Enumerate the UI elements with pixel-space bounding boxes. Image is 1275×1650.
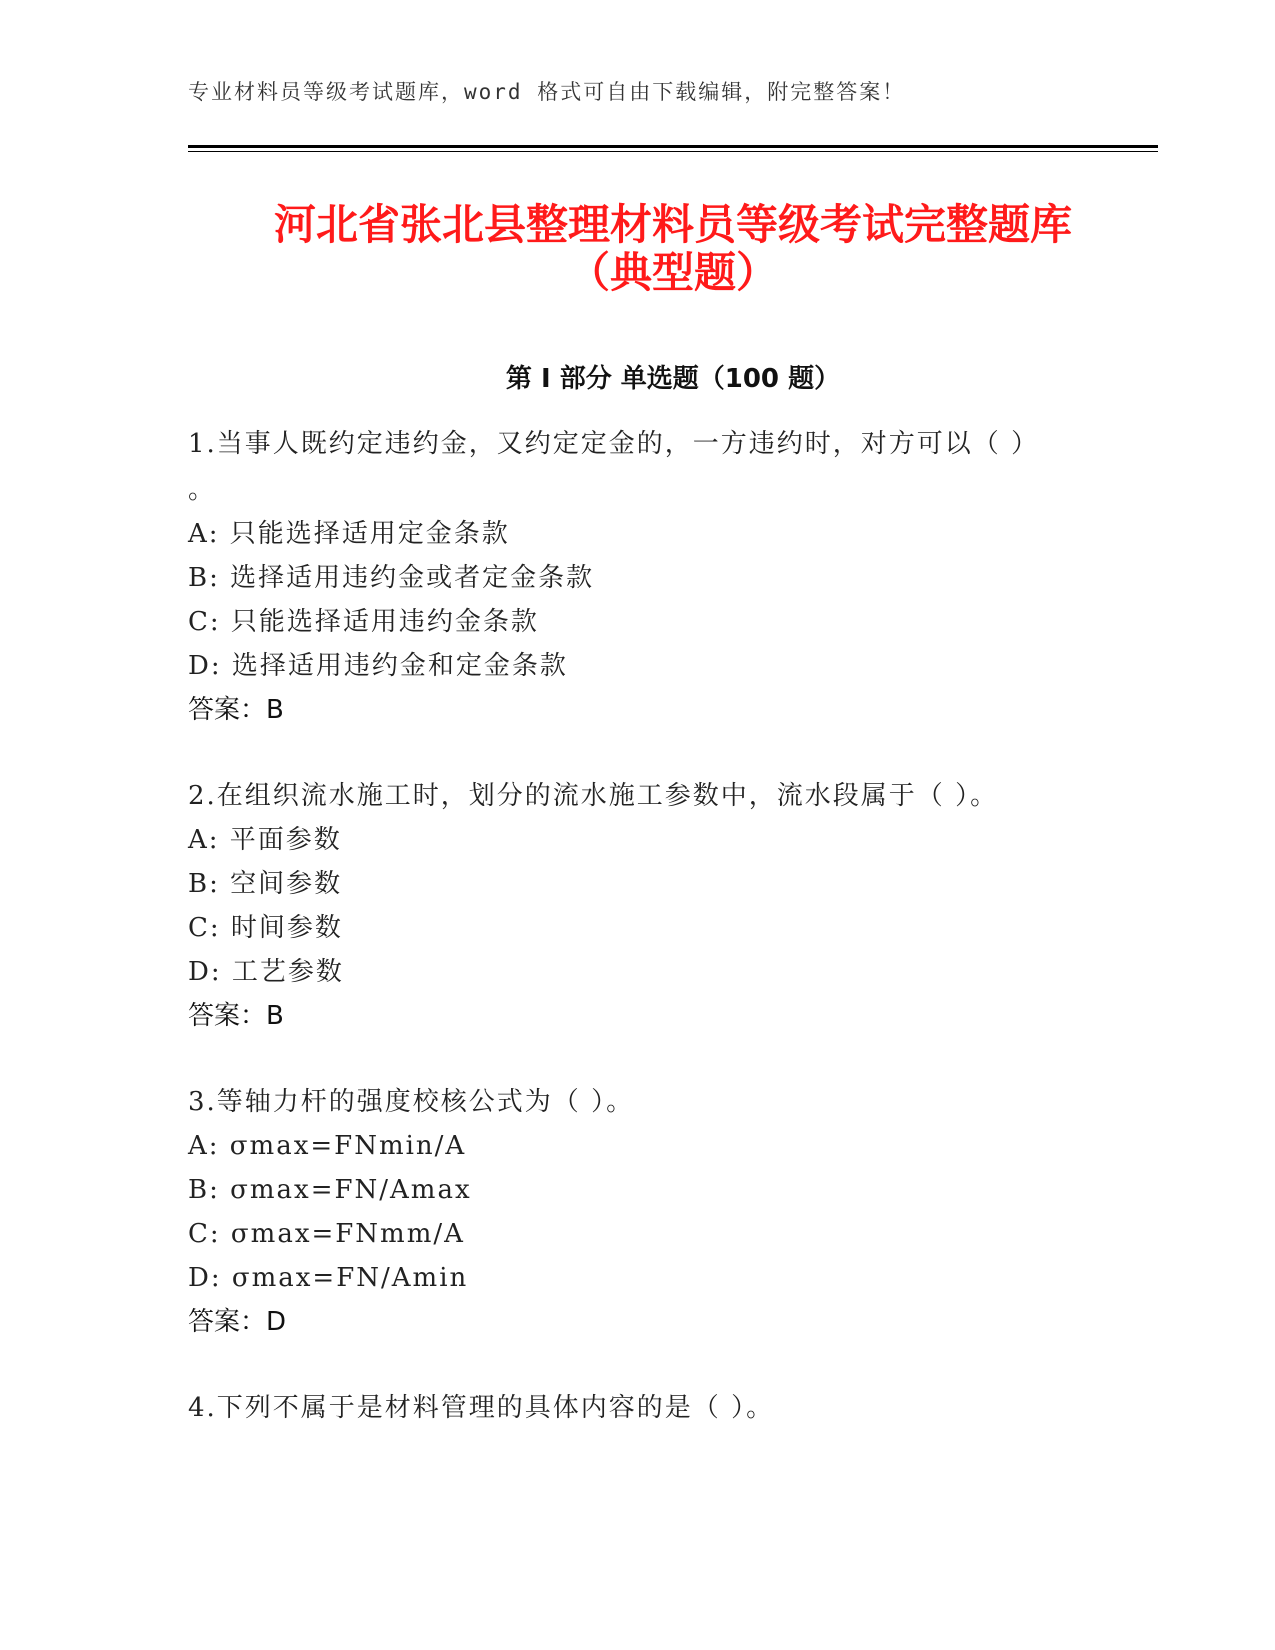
question-2-answer: 答案：B [188, 1001, 284, 1031]
question-3-option-c: C: σmax=FNmm/A [188, 1219, 465, 1249]
question-1-stem: 1.当事人既约定违约金，又约定定金的，一方违约时，对方可以（ ） [188, 429, 1040, 459]
question-1-stem-continuation: 。 [188, 475, 217, 505]
question-3-option-d: D: σmax=FN/Amin [188, 1263, 469, 1293]
question-1-option-c: C: 只能选择适用违约金条款 [188, 607, 539, 637]
header-rule-thin [188, 151, 1158, 152]
question-1-option-b: B: 选择适用违约金或者定金条款 [188, 563, 595, 593]
question-3-option-b: B: σmax=FN/Amax [188, 1175, 472, 1205]
document-title-line1: 河北省张北县整理材料员等级考试完整题库 [273, 200, 1072, 249]
header-rule-thick [188, 145, 1158, 148]
question-3-option-a: A: σmax=FNmin/A [188, 1131, 467, 1161]
question-2-option-a: A: 平面参数 [188, 825, 342, 855]
question-2-option-c: C: 时间参数 [188, 913, 343, 943]
question-3-stem: 3.等轴力杆的强度校核公式为（ ）。 [188, 1087, 635, 1117]
question-2-stem: 2.在组织流水施工时，划分的流水施工参数中，流水段属于（ ）。 [188, 781, 999, 811]
question-4-stem: 4.下列不属于是材料管理的具体内容的是（ ）。 [188, 1393, 775, 1423]
question-3-answer: 答案：D [188, 1307, 287, 1337]
question-1-option-a: A: 只能选择适用定金条款 [188, 519, 510, 549]
section-heading: 第 I 部分 单选题（100 题） [505, 364, 841, 394]
question-1-option-d: D: 选择适用违约金和定金条款 [188, 651, 568, 681]
question-2-option-b: B: 空间参数 [188, 869, 343, 899]
question-1-answer: 答案：B [188, 695, 284, 725]
header-note: 专业材料员等级考试题库，word 格式可自由下载编辑，附完整答案！ [188, 80, 906, 104]
document-title-line2: （典型题） [567, 248, 778, 297]
question-2-option-d: D: 工艺参数 [188, 957, 344, 987]
